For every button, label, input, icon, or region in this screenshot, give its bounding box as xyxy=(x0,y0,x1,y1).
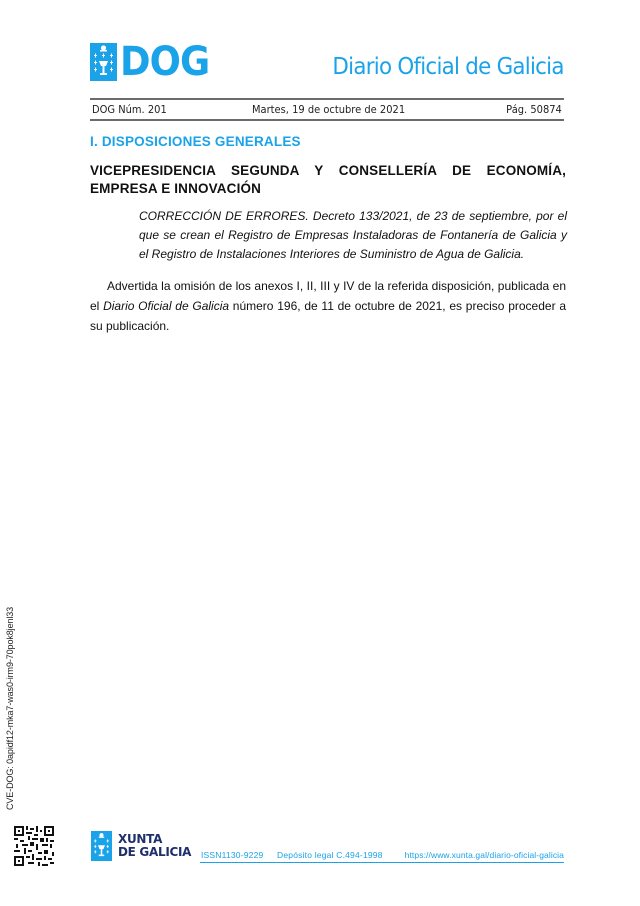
xunta-emblem-icon xyxy=(91,831,112,861)
xunta-logo xyxy=(91,831,191,861)
body-text-1: Advertida la omisión de los anexos I, II, III y IV de la referida disposición, publicada en el xyxy=(90,279,566,313)
page-number: Pág. 50874 xyxy=(506,103,562,116)
issn: ISSN1130-9229 xyxy=(201,850,264,860)
galicia-emblem-icon xyxy=(90,43,117,81)
header-rule-top xyxy=(90,98,564,100)
deposito-legal: Depósito legal C.494-1998 xyxy=(277,850,383,860)
journal-url-link[interactable]: https://www.xunta.gal/diario-oficial-galicia xyxy=(404,850,564,860)
issue-number: DOG Núm. 201 xyxy=(92,103,167,116)
organization-title: VICEPRESIDENCIA SEGUNDA Y CONSELLERÍA DE ECONOMÍA, EMPRESA E INNOVACIÓN xyxy=(90,163,566,196)
issue-info-bar xyxy=(92,103,562,117)
masthead-title: Diario Oficial de Galicia xyxy=(332,54,564,80)
disposition-summary: CORRECCIÓN DE ERRORES. Decreto 133/2021, de 23 de septiembre, por el que se crean el Registro de Empresas Instaladoras de Fontanería de Galicia y el Registro de Instalaciones Interiores de Suministro de Agua de Galicia. xyxy=(139,209,567,261)
section-title: I. DISPOSICIONES GENERALES xyxy=(90,134,301,149)
footer-rule xyxy=(200,862,564,863)
header-rule-bottom xyxy=(90,119,564,121)
xunta-wordmark xyxy=(118,833,191,859)
dog-wordmark: DOG xyxy=(120,39,210,85)
cve-code: CVE-DOG: 0apidf12-mka7-was0-irm9-70pok8jenl33 xyxy=(5,606,15,810)
xunta-line-1: XUNTA xyxy=(118,832,163,846)
xunta-line-2: DE GALICIA xyxy=(118,845,192,859)
journal-name: Diario Oficial de Galicia xyxy=(103,299,230,313)
issue-date: Martes, 19 de octubre de 2021 xyxy=(252,103,406,116)
dog-logo xyxy=(90,39,217,85)
qr-code-icon xyxy=(14,826,54,866)
body-paragraph xyxy=(90,276,566,336)
body-text-2: número 196, de 11 de octubre de 2021, es preciso proceder a su publicación. xyxy=(90,299,566,333)
